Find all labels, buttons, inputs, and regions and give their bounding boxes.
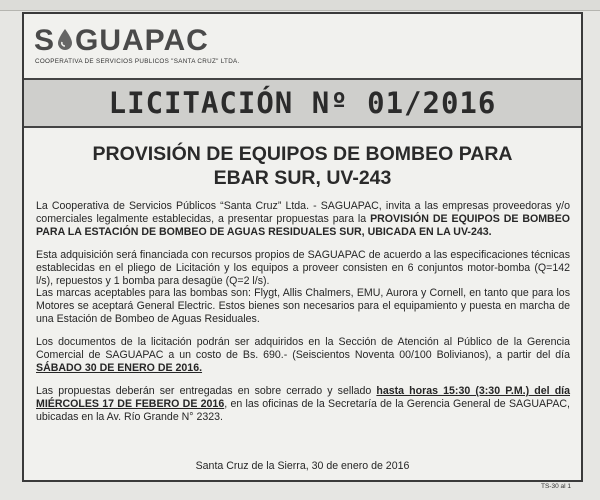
documents-date: SÁBADO 30 DE ENERO DE 2016. [36,361,203,374]
logo-wordmark [34,24,209,58]
paragraph-documents: Los documentos de la licitación podrán ser adquiridos en la Sección de Atención al Público de la Gerencia Comercial de SAGUAPAC a un costo de Bs. 690.- (Seiscientos Noventa 00/100 Bolivianos), a partir del día SÁBADO 30 DE ENERO DE 2016. [36,336,570,374]
city-date: Santa Cruz de la Sierra, 30 de enero de 2016 [195,460,410,472]
tender-number-banner [24,78,581,128]
paragraph-financing: Esta adquisición será financiada con recursos propios de SAGUAPAC de acuerdo a las especificaciones técnicas establecidas en el pliego de Licitación y los equipos a proveer consisten en 6 conjuntos motor-bomba (Q=142 l/s), repuestos y 1 bomba para desagüe (Q=2 l/s). [36,248,570,287]
saguapac-logo [34,24,354,68]
title-line-2: EBAR SUR, UV-243 [213,167,392,189]
notice-body [36,200,570,424]
water-drop-icon [56,28,74,52]
logo-letters-guapac: GUAPAC [75,24,209,57]
paragraph-submission: Las propuestas deberán ser entregadas en sobre cerrado y sellado hasta horas 15:30 (3:30 P.M.) del día MIÉRCOLES 17 DE FEBERO DE 2016, en las oficinas de la Secretaría de la Gerencia General de SAGUAPAC, ubicadas en la Av. Río Grande N° 2323. [36,384,570,423]
logo-letter-s: S [34,24,56,57]
logo-subtitle: COOPERATIVA DE SERVICIOS PUBLICOS "SANTA CRUZ" LTDA. [35,58,240,65]
tender-notice [22,12,583,490]
invitation-object: PROVISIÓN DE EQUIPOS DE BOMBEO PARA LA ESTACIÓN DE BOMBEO DE AGUAS RESIDUALES SUR, UBICADA EN LA UV-243. [36,212,571,238]
paragraph-brands: Las marcas aceptables para las bombas son: Flygt, Allis Chalmers, EMU, Aurora y Cornell, en tanto que para los Motores se aceptará General Electric. Estos bienes son necesarios para el equipamiento y puesta en marcha de una Estación de Bombeo de Aguas Residuales. [36,287,570,326]
notice-title [24,142,581,190]
paragraph-invitation: La Cooperativa de Servicios Públicos “Santa Cruz” Ltda. - SAGUAPAC, invita a las empresas proveedoras y/o comerciales legalmente establecidas, a presentar propuestas para la PROVISIÓN DE EQUIPOS DE BOMBEO PARA LA ESTACIÓN DE BOMBEO DE AGUAS RESIDUALES SUR, UBICADA EN LA UV-243. [36,200,571,238]
submission-deadline: hasta horas 15:30 (3:30 P.M.) del día MIÉRCOLES 17 DE FEBERO DE 2016 [36,384,570,410]
title-line-1: PROVISIÓN DE EQUIPOS DE BOMBEO PARA [92,143,513,165]
banner-title: LICITACIÓN Nº 01/2016 [108,86,497,120]
publication-code: TS-30 al 1 [541,483,571,490]
newspaper-top-edge [0,0,600,11]
